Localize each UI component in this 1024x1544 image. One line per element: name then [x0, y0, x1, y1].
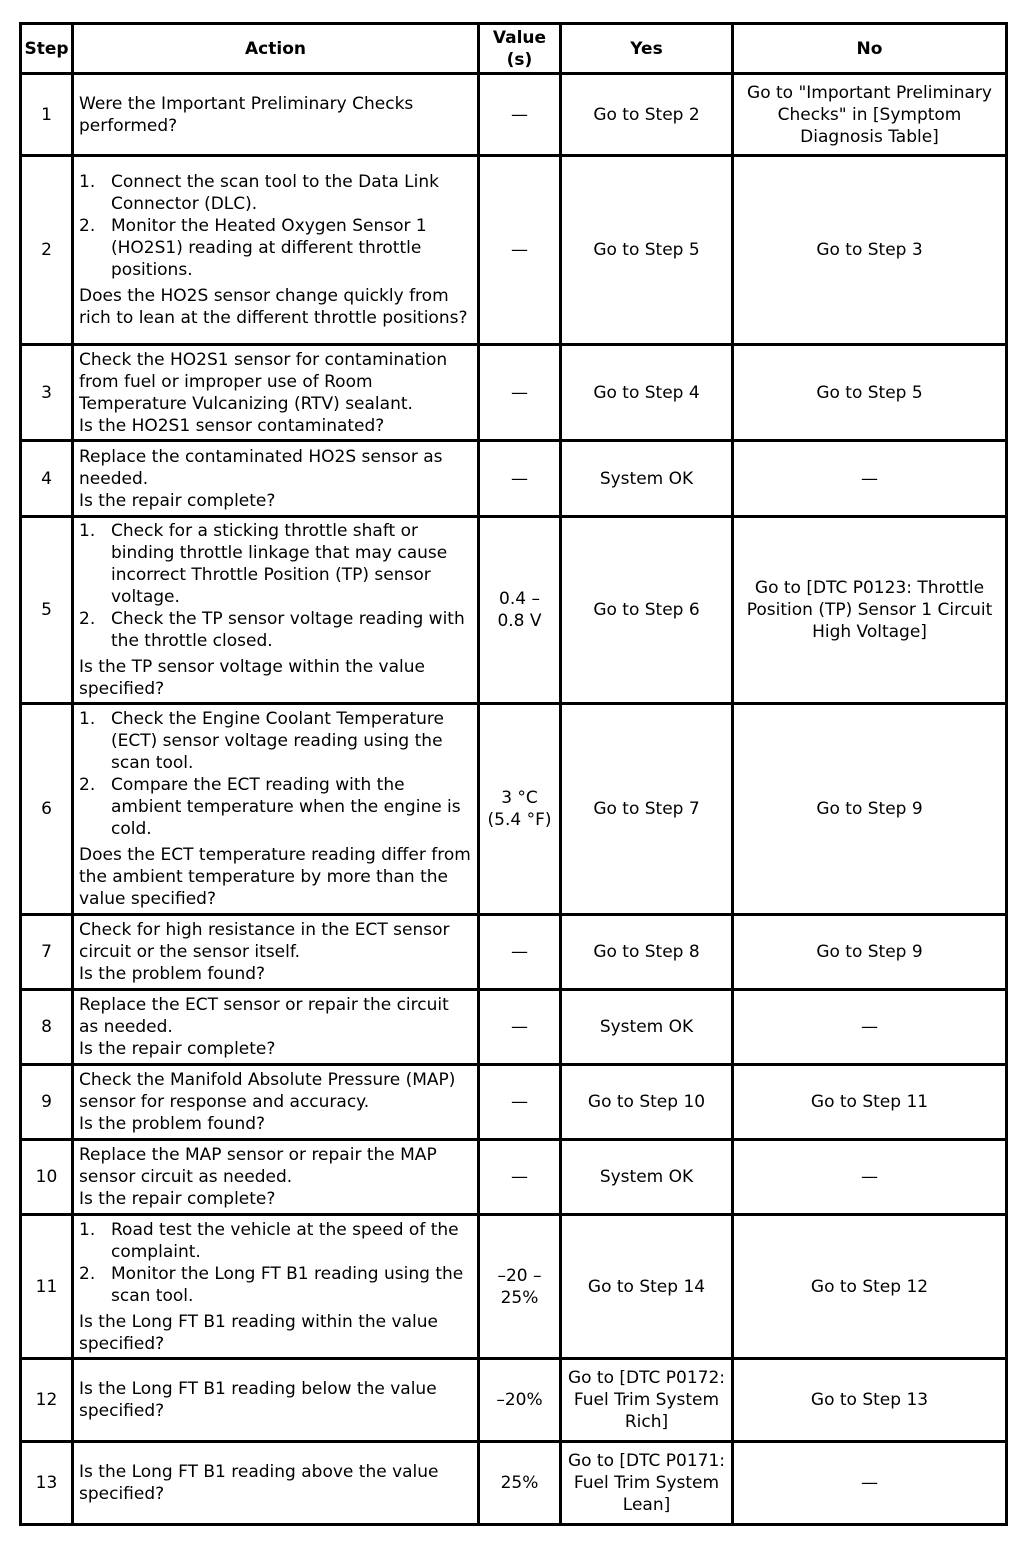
value-cell: 3 °C (5.4 °F) — [479, 704, 561, 915]
yes-cell: Go to Step 8 — [561, 915, 733, 990]
action-step-text: Check the Engine Coolant Temperature (ECT) sensor voltage reading using the scan tool. — [111, 709, 445, 773]
step-number: 8 — [21, 990, 73, 1065]
action-step: 1. Check the Engine Coolant Temperature (ECT) sensor voltage reading using the scan tool. — [79, 708, 472, 774]
no-cell: Go to Step 3 — [733, 156, 1007, 345]
table-row — [21, 74, 1007, 156]
value-cell: — — [479, 915, 561, 990]
step-number: 13 — [21, 1442, 73, 1525]
action-cell — [73, 704, 479, 915]
yes-cell: Go to [DTC P0171: Fuel Trim System Lean] — [561, 1442, 733, 1525]
action-step: 1. Road test the vehicle at the speed of the complaint. — [79, 1219, 472, 1263]
yes-cell: Go to Step 4 — [561, 345, 733, 441]
table-row — [21, 517, 1007, 704]
value-cell: — — [479, 1140, 561, 1215]
table-row — [21, 704, 1007, 915]
step-number: 9 — [21, 1065, 73, 1140]
step-number: 10 — [21, 1140, 73, 1215]
header-value — [479, 24, 561, 74]
yes-cell: System OK — [561, 1140, 733, 1215]
action-step: 2. Check the TP sensor voltage reading with the throttle closed. — [79, 608, 472, 652]
no-cell: — — [733, 441, 1007, 517]
action-cell — [73, 1359, 479, 1442]
table-row — [21, 1140, 1007, 1215]
action-step-text: Check the TP sensor voltage reading with the throttle closed. — [111, 609, 465, 651]
action-question: Were the Important Preliminary Checks performed? — [79, 93, 414, 136]
yes-cell: Go to Step 7 — [561, 704, 733, 915]
action-step: 2. Compare the ECT reading with the ambient temperature when the engine is cold. — [79, 774, 472, 840]
action-question: Replace the contaminated HO2S sensor as needed. Is the repair complete? — [79, 446, 443, 511]
step-number: 11 — [21, 1215, 73, 1359]
action-step-text: Connect the scan tool to the Data Link Connector (DLC). — [111, 172, 439, 214]
action-question: Replace the MAP sensor or repair the MAP sensor circuit as needed. Is the repair complete? — [79, 1145, 437, 1209]
value-cell: 0.4 – 0.8 V — [479, 517, 561, 704]
header-no: No — [733, 24, 1007, 74]
action-question: Does the HO2S sensor change quickly from rich to lean at the different throttle positions? — [79, 286, 468, 328]
yes-cell: Go to Step 10 — [561, 1065, 733, 1140]
action-steps — [79, 520, 472, 652]
table-row — [21, 1065, 1007, 1140]
table-body — [21, 74, 1007, 1525]
no-cell: Go to Step 12 — [733, 1215, 1007, 1359]
value-cell: — — [479, 74, 561, 156]
action-question: Replace the ECT sensor or repair the circuit as needed. Is the repair complete? — [79, 995, 449, 1059]
action-cell — [73, 1215, 479, 1359]
action-question: Check the HO2S1 sensor for contamination from fuel or improper use of Room Temperature Vulcanizing (RTV) sealant. Is the HO2S1 sensor contaminated? — [79, 349, 448, 436]
action-question: Does the ECT temperature reading differ from the ambient temperature by more than the value specified? — [79, 845, 471, 909]
no-cell: Go to Step 5 — [733, 345, 1007, 441]
action-step: 2. Monitor the Heated Oxygen Sensor 1 (HO2S1) reading at different throttle positions. — [79, 215, 472, 281]
no-cell: Go to [DTC P0123: Throttle Position (TP) Sensor 1 Circuit High Voltage] — [733, 517, 1007, 704]
action-question: Is the TP sensor voltage within the value specified? — [79, 657, 425, 699]
value-cell: — — [479, 990, 561, 1065]
yes-cell: Go to Step 2 — [561, 74, 733, 156]
step-number: 12 — [21, 1359, 73, 1442]
step-number: 1 — [21, 74, 73, 156]
yes-cell: Go to Step 5 — [561, 156, 733, 345]
step-number: 3 — [21, 345, 73, 441]
diagnostic-table — [19, 22, 1008, 1526]
action-cell — [73, 1065, 479, 1140]
step-number: 2 — [21, 156, 73, 345]
action-steps — [79, 1219, 472, 1307]
step-number: 4 — [21, 441, 73, 517]
step-number: 5 — [21, 517, 73, 704]
action-cell — [73, 1442, 479, 1525]
action-cell — [73, 345, 479, 441]
header-step: Step — [21, 24, 73, 74]
value-cell: — — [479, 441, 561, 517]
action-steps — [79, 171, 472, 281]
yes-cell: Go to Step 6 — [561, 517, 733, 704]
action-step-text: Check for a sticking throttle shaft or binding throttle linkage that may cause incorrect Throttle Position (TP) sensor voltage. — [111, 521, 448, 607]
action-question: Check the Manifold Absolute Pressure (MAP) sensor for response and accuracy. Is the problem found? — [79, 1070, 456, 1134]
table-row — [21, 990, 1007, 1065]
value-cell: –20 – 25% — [479, 1215, 561, 1359]
action-question: Is the Long FT B1 reading within the value specified? — [79, 1311, 438, 1354]
action-step-text: Monitor the Heated Oxygen Sensor 1 (HO2S1) reading at different throttle positions. — [111, 216, 427, 280]
header-action: Action — [73, 24, 479, 74]
action-steps — [79, 708, 472, 840]
no-cell: — — [733, 1442, 1007, 1525]
yes-cell: Go to Step 14 — [561, 1215, 733, 1359]
value-cell: — — [479, 345, 561, 441]
yes-cell: System OK — [561, 441, 733, 517]
table-row — [21, 156, 1007, 345]
step-number: 7 — [21, 915, 73, 990]
yes-cell: System OK — [561, 990, 733, 1065]
action-step-text: Monitor the Long FT B1 reading using the scan tool. — [111, 1263, 464, 1306]
value-cell: 25% — [479, 1442, 561, 1525]
no-cell: Go to Step 13 — [733, 1359, 1007, 1442]
value-cell: –20% — [479, 1359, 561, 1442]
no-cell: — — [733, 990, 1007, 1065]
table-row — [21, 915, 1007, 990]
action-cell — [73, 1140, 479, 1215]
table-row — [21, 1215, 1007, 1359]
action-cell — [73, 915, 479, 990]
no-cell: Go to "Important Preliminary Checks" in [Symptom Diagnosis Table] — [733, 74, 1007, 156]
action-cell — [73, 441, 479, 517]
step-number: 6 — [21, 704, 73, 915]
table-row — [21, 1442, 1007, 1525]
no-cell: — — [733, 1140, 1007, 1215]
action-step-text: Road test the vehicle at the speed of the complaint. — [111, 1219, 459, 1262]
no-cell: Go to Step 9 — [733, 915, 1007, 990]
table-row — [21, 345, 1007, 441]
value-cell: — — [479, 156, 561, 345]
action-step: 1. Connect the scan tool to the Data Link Connector (DLC). — [79, 171, 472, 215]
table-row — [21, 441, 1007, 517]
header-value-label: Value (s) — [492, 27, 547, 70]
action-step: 1. Check for a sticking throttle shaft or binding throttle linkage that may cause incorrect Throttle Position (TP) sensor voltage. — [79, 520, 472, 608]
yes-cell: Go to [DTC P0172: Fuel Trim System Rich] — [561, 1359, 733, 1442]
no-cell: Go to Step 11 — [733, 1065, 1007, 1140]
action-step-text: Compare the ECT reading with the ambient temperature when the engine is cold. — [111, 775, 461, 839]
action-question: Is the Long FT B1 reading below the value specified? — [79, 1379, 437, 1421]
no-cell: Go to Step 9 — [733, 704, 1007, 915]
action-cell — [73, 517, 479, 704]
header-row — [21, 24, 1007, 74]
action-question: Check for high resistance in the ECT sensor circuit or the sensor itself. Is the problem found? — [79, 920, 450, 984]
header-yes: Yes — [561, 24, 733, 74]
action-question: Is the Long FT B1 reading above the value specified? — [79, 1462, 439, 1504]
table-row — [21, 1359, 1007, 1442]
value-cell: — — [479, 1065, 561, 1140]
action-cell — [73, 990, 479, 1065]
action-cell — [73, 156, 479, 345]
action-cell — [73, 74, 479, 156]
action-step: 2. Monitor the Long FT B1 reading using the scan tool. — [79, 1263, 472, 1307]
